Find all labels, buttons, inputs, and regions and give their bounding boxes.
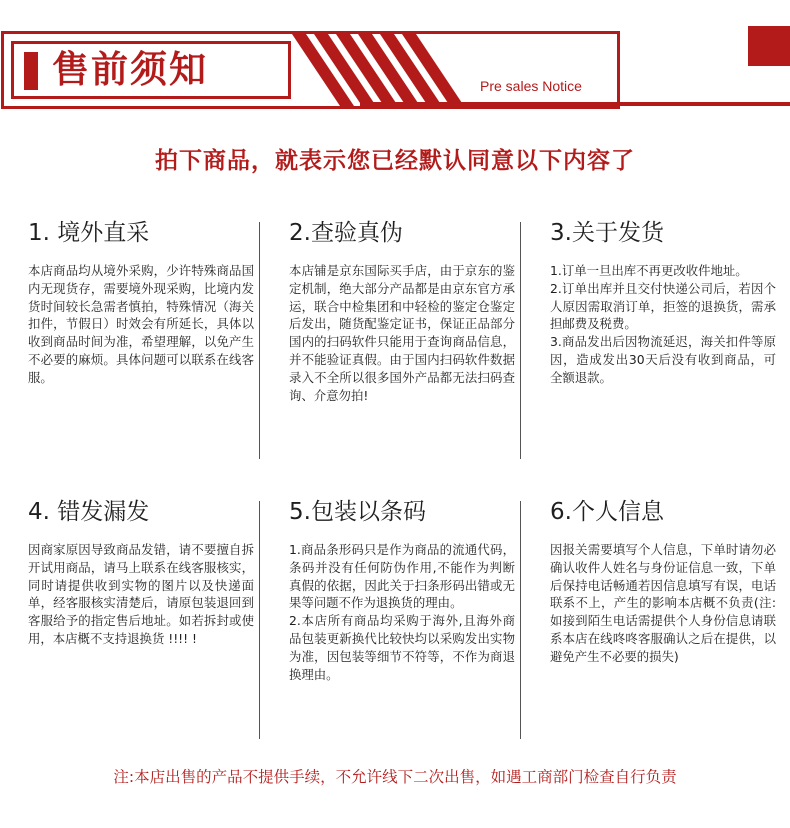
section-body — [550, 262, 776, 387]
section-body — [550, 541, 776, 666]
header-banner — [0, 0, 790, 115]
header-accent-bar — [24, 52, 38, 90]
section-authenticity — [289, 218, 515, 404]
section-paragraph: 本店铺是京东国际买手店，由于京东的鉴定机制，绝大部分产品都是由京东官方承运，联合中检集团和中轻检的鉴定仓鉴定后发出，随货配鉴定证书，保证正品部分国内的扫码软件只能用于查询商品信息，并不能验证真假。由于国内扫码软件数据录入不全所以很多国外产品都无法扫码查询、介意勿拍! — [289, 263, 515, 403]
header-underline — [360, 102, 790, 106]
section-paragraph: 3.商品发出后因物流延迟，海关扣件等原因，造成发出30天后没有收到商品，可全额退款。 — [550, 334, 776, 385]
section-body — [28, 541, 254, 648]
section-title: 5.包装以条码 — [289, 499, 426, 525]
column-divider — [259, 501, 260, 739]
section-personal-info — [550, 497, 776, 666]
section-paragraph: 本店商品均从境外采购，少许特殊商品国内无现货存，需要境外现采购，比境内发货时间较长急需者慎拍，特殊情况（海关扣件，节假日）时效会有所延长，具体以收到商品时间为准，希望理解，以免产生不必要的麻烦。具体问题可以联系在线客服。 — [28, 263, 254, 385]
page-title: 售前须知 — [52, 48, 208, 91]
section-title: 1. 境外直采 — [28, 220, 150, 246]
section-title: 2.查验真伪 — [289, 220, 403, 246]
section-overseas-purchase — [28, 218, 254, 387]
section-paragraph: 2.本店所有商品均采购于海外,且海外商品包装更新换代比较快均以采购发出实物为准，因包装等细节不符等，不作为商退换理由。 — [289, 613, 515, 682]
column-divider — [259, 222, 260, 459]
section-body — [289, 541, 515, 683]
section-paragraph: 1.商品条形码只是作为商品的流通代码，条码并没有任何防伪作用,不能作为判断真假的依据，因此关于扫条形码出错或无果等问题不作为退换货的理由。 — [289, 542, 515, 611]
footer-notice: 注:本店出售的产品不提供手续，不允许线下二次出售，如遇工商部门检查自行负责 — [113, 768, 677, 786]
column-divider — [520, 222, 521, 459]
section-body — [28, 262, 254, 387]
section-paragraph: 因报关需要填写个人信息，下单时请勿必确认收件人姓名与身份证信息一致，下单后保持电话畅通若因信息填写有误，电话联系不上，产生的影响本店概不负责(注:如接到陌生电话需提供个人身份信息请联系本店在线咚咚客服确认之后在提供，以避免产生不必要的损失) — [550, 542, 776, 664]
section-wrong-shipment — [28, 497, 254, 648]
section-paragraph: 2.订单出库并且交付快递公司后，若因个人原因需取消订单，拒签的退换货，需承担邮费及税费。 — [550, 280, 776, 332]
section-title: 3.关于发货 — [550, 220, 664, 246]
section-title: 6.个人信息 — [550, 499, 664, 525]
section-title: 4. 错发漏发 — [28, 499, 150, 525]
section-body — [289, 262, 515, 404]
header-corner-square — [748, 26, 790, 66]
page-subtitle: Pre sales Notice — [480, 78, 582, 94]
column-divider — [520, 501, 521, 739]
section-paragraph: 1.订单一旦出库不再更改收件地址。 — [550, 263, 748, 278]
section-packaging-barcode — [289, 497, 515, 683]
section-shipping — [550, 218, 776, 387]
header-stripes — [290, 31, 500, 109]
section-paragraph: 因商家原因导致商品发错，请不要擅自拆开试用商品，请马上联系在线客服核实，同时请提供收到实物的图片以及快递面单，经客服核实清楚后，请原包装退回到客服给予的指定售后地址。如若拆封或使用，本店概不支持退换货 !!!! ! — [28, 542, 254, 646]
intro-statement: 拍下商品，就表示您已经默认同意以下内容了 — [155, 148, 635, 174]
